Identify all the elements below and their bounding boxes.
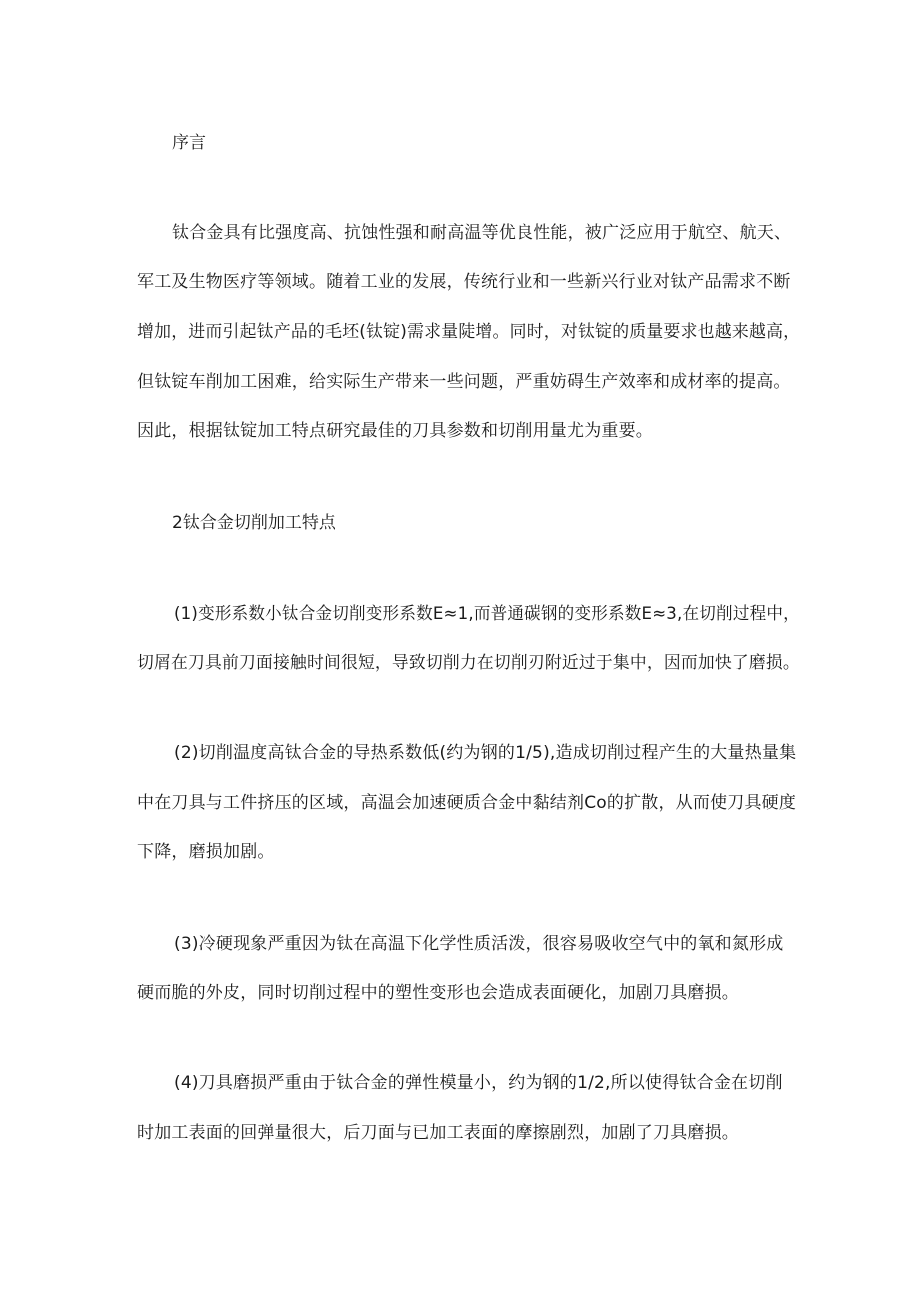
preface-title: 序言 bbox=[172, 133, 206, 153]
item3-line: 硬而脆的外皮，同时切削过程中的塑性变形也会造成表面硬化，加剧刀具磨损。 bbox=[137, 983, 739, 1003]
item2-line: 中在刀具与工件挤压的区域，高温会加速硬质合金中黏结剂Co的扩散，从而使刀具硬度 bbox=[137, 793, 797, 813]
preface-line: 钛合金具有比强度高、抗蚀性强和耐高温等优良性能，被广泛应用于航空、航天、 bbox=[172, 223, 792, 243]
preface-line: 因此，根据钛锭加工特点研究最佳的刀具参数和切削用量尤为重要。 bbox=[137, 421, 653, 441]
item4-line: 时加工表面的回弹量很大，后刀面与已加工表面的摩擦剧烈，加剧了刀具磨损。 bbox=[137, 1123, 739, 1143]
item3-line: (3)冷硬现象严重因为钛在高温下化学性质活泼，很容易吸收空气中的氧和氮形成 bbox=[174, 934, 784, 954]
item1-line: 切屑在刀具前刀面接触时间很短，导致切削力在切削刃附近过于集中，因而加快了磨损。 bbox=[137, 653, 800, 673]
preface-line: 但钛锭车削加工困难，给实际生产带来一些问题，严重妨碍生产效率和成材率的提高。 bbox=[137, 372, 791, 392]
item1-line: (1)变形系数小钛合金切削变形系数E≈1,而普通碳钢的变形系数E≈3,在切削过程中， bbox=[174, 604, 800, 624]
item2-line: 下降，磨损加剧。 bbox=[137, 842, 275, 862]
section-title: 2钛合金切削加工特点 bbox=[172, 513, 336, 533]
item4-line: (4)刀具磨损严重由于钛合金的弹性模量小，约为钢的1/2,所以使得钛合金在切削 bbox=[174, 1073, 783, 1093]
preface-line: 军工及生物医疗等领域。随着工业的发展，传统行业和一些新兴行业对钛产品需求不断 bbox=[137, 272, 791, 292]
item2-line: (2)切削温度高钛合金的导热系数低(约为钢的1/5),造成切削过程产生的大量热量集 bbox=[174, 743, 797, 763]
preface-line: 增加，进而引起钛产品的毛坯(钛锭)需求量陡增。同时，对钛锭的质量要求也越来越高， bbox=[137, 322, 801, 342]
